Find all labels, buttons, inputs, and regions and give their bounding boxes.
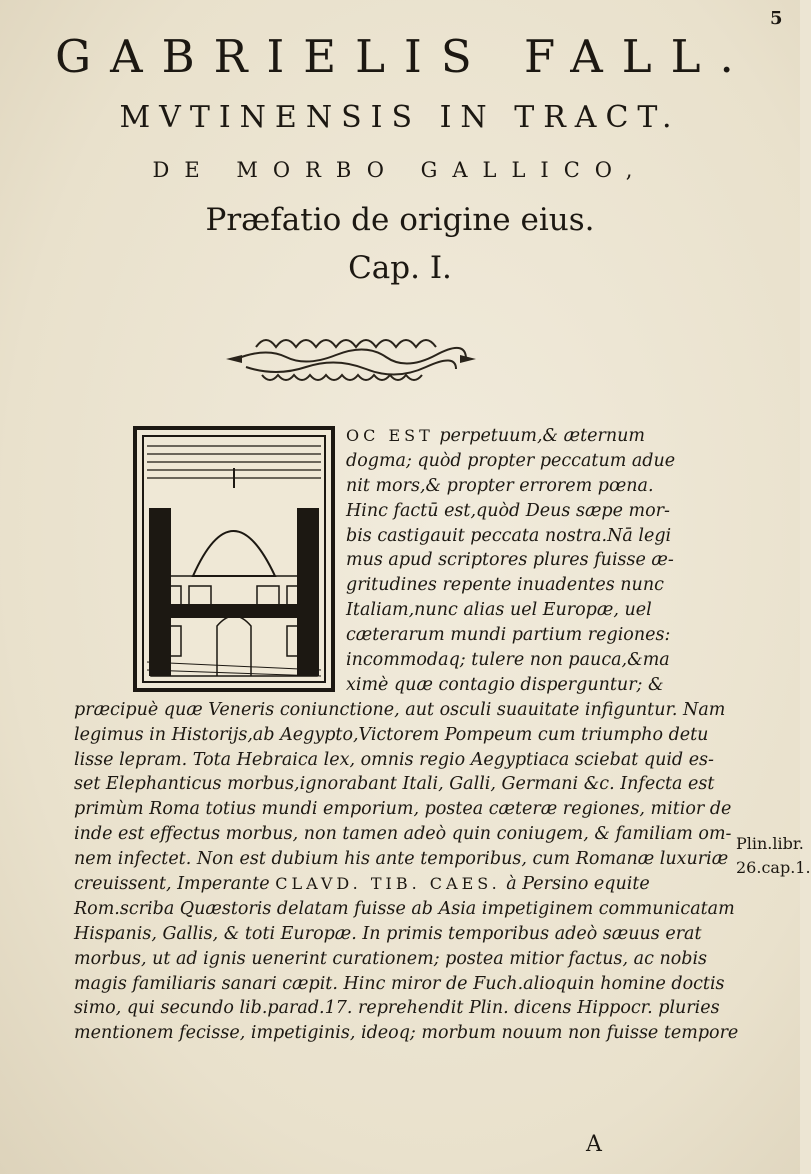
line-text: Rom.scriba Quæstoris delatam fuisse ab Asia impetiginem communicatam — [74, 898, 735, 919]
margin-note-line: 26.cap.1. — [736, 858, 811, 877]
line-text: morbus, ut ad ignis uenerint curationem; postea mitior factus, ac nobis — [74, 948, 708, 969]
text-line — [346, 623, 714, 648]
margin-note-line: Plin.libr. — [736, 834, 804, 853]
title-origin: MVTINENSIS IN TRACT. — [119, 100, 681, 135]
text-line — [74, 797, 732, 822]
catchword: A — [586, 1132, 602, 1157]
text-line — [74, 723, 714, 748]
line-text: à Persino equite — [500, 874, 650, 895]
text-line — [346, 673, 714, 698]
line-text: gritudines repente inuadentes nunc — [346, 575, 664, 596]
text-line — [74, 748, 714, 773]
text-line — [74, 872, 714, 897]
line-text: mus apud scriptores plures fuisse æ- — [346, 550, 674, 571]
text-line — [346, 524, 714, 549]
main-text — [74, 424, 739, 1046]
line-text: præcipuè quæ Veneris coniunctione, aut osculi suauitate infiguntur. Nam — [74, 699, 726, 720]
margin-note — [736, 832, 811, 880]
title-author: GABRIELIS FALL. — [55, 30, 753, 83]
line-text: simo, qui secundo lib.parad.17. reprehendit Plin. dicens Hippocr. pluries — [74, 998, 720, 1019]
text-line — [346, 474, 714, 499]
line-text: primùm Roma totius mundi emporium, postea cæteræ regiones, mitior de — [74, 799, 732, 820]
small-caps-text: CLAVD. TIB. CAES. — [275, 874, 501, 894]
line-text: legimus in Historijs,ab Aegypto,Victorem Pompeum cum triumpho detu — [74, 724, 709, 745]
line-text: magis familiaris sanari cæpit. Hinc miror de Fuch.alioquin homine doctis — [74, 973, 725, 994]
line-text: perpetuum,& æternum — [433, 426, 646, 446]
small-caps-text: OC EST — [346, 426, 434, 445]
page-number: 5 — [770, 8, 783, 29]
preface-heading: Præfatio de origine eius. — [205, 202, 595, 238]
text-line — [346, 573, 714, 598]
line-text: set Elephanticus morbus,ignorabant Itali, Galli, Germani &c. Infecta est — [74, 774, 715, 795]
line-text: nem infectet. Non est dubium his ante temporibus, cum Romanæ luxuriæ — [74, 849, 729, 870]
line-text: dogma; quòd propter peccatum adue — [346, 450, 676, 471]
text-line — [74, 698, 726, 723]
text-line — [74, 996, 720, 1021]
text-line — [74, 947, 714, 972]
text-line — [74, 772, 714, 797]
line-text: mentionem fecisse, impetiginis, ideoq; morbum nouum non fuisse tempore — [74, 1023, 739, 1044]
line-text: Hispanis, Gallis, & toti Europæ. In primis temporibus adeò sæuus erat — [74, 923, 702, 944]
text-line — [346, 648, 714, 673]
text-line — [74, 972, 725, 997]
line-text: cæterarum mundi partium regiones: — [346, 625, 671, 646]
text-line — [346, 598, 714, 623]
text-line — [346, 449, 714, 474]
text-line — [74, 847, 729, 872]
line-text: lisse lepram. Tota Hebraica lex, omnis regio Aegyptiaca sciebat quid es- — [74, 749, 714, 770]
line-text: inde est effectus morbus, non tamen adeò quin coniugem, & familiam om- — [74, 824, 732, 845]
text-line — [74, 1021, 739, 1046]
title-subject: DE MORBO GALLICO, — [152, 158, 648, 182]
line-text: nit mors,& propter errorem pœna. — [346, 475, 654, 496]
line-text: ximè quæ contagio disperguntur; & — [346, 674, 664, 695]
text-line — [346, 424, 714, 449]
chapter-heading: Cap. I. — [348, 250, 452, 286]
line-text: Italiam,nunc alias uel Europæ, uel — [346, 600, 652, 621]
text-line — [74, 897, 735, 922]
text-line — [74, 922, 714, 947]
text-line — [346, 548, 714, 573]
text-line — [346, 499, 714, 524]
line-text: bis castigauit peccata nostra.Nā legi — [346, 525, 672, 546]
line-text: incommodaq; tulere non pauca,&ma — [346, 650, 670, 671]
line-text: creuissent, Imperante — [74, 874, 276, 895]
text-line — [74, 822, 732, 847]
ornament-icon — [226, 325, 476, 385]
line-text: Hinc factū est,quòd Deus sæpe mor- — [346, 500, 670, 521]
